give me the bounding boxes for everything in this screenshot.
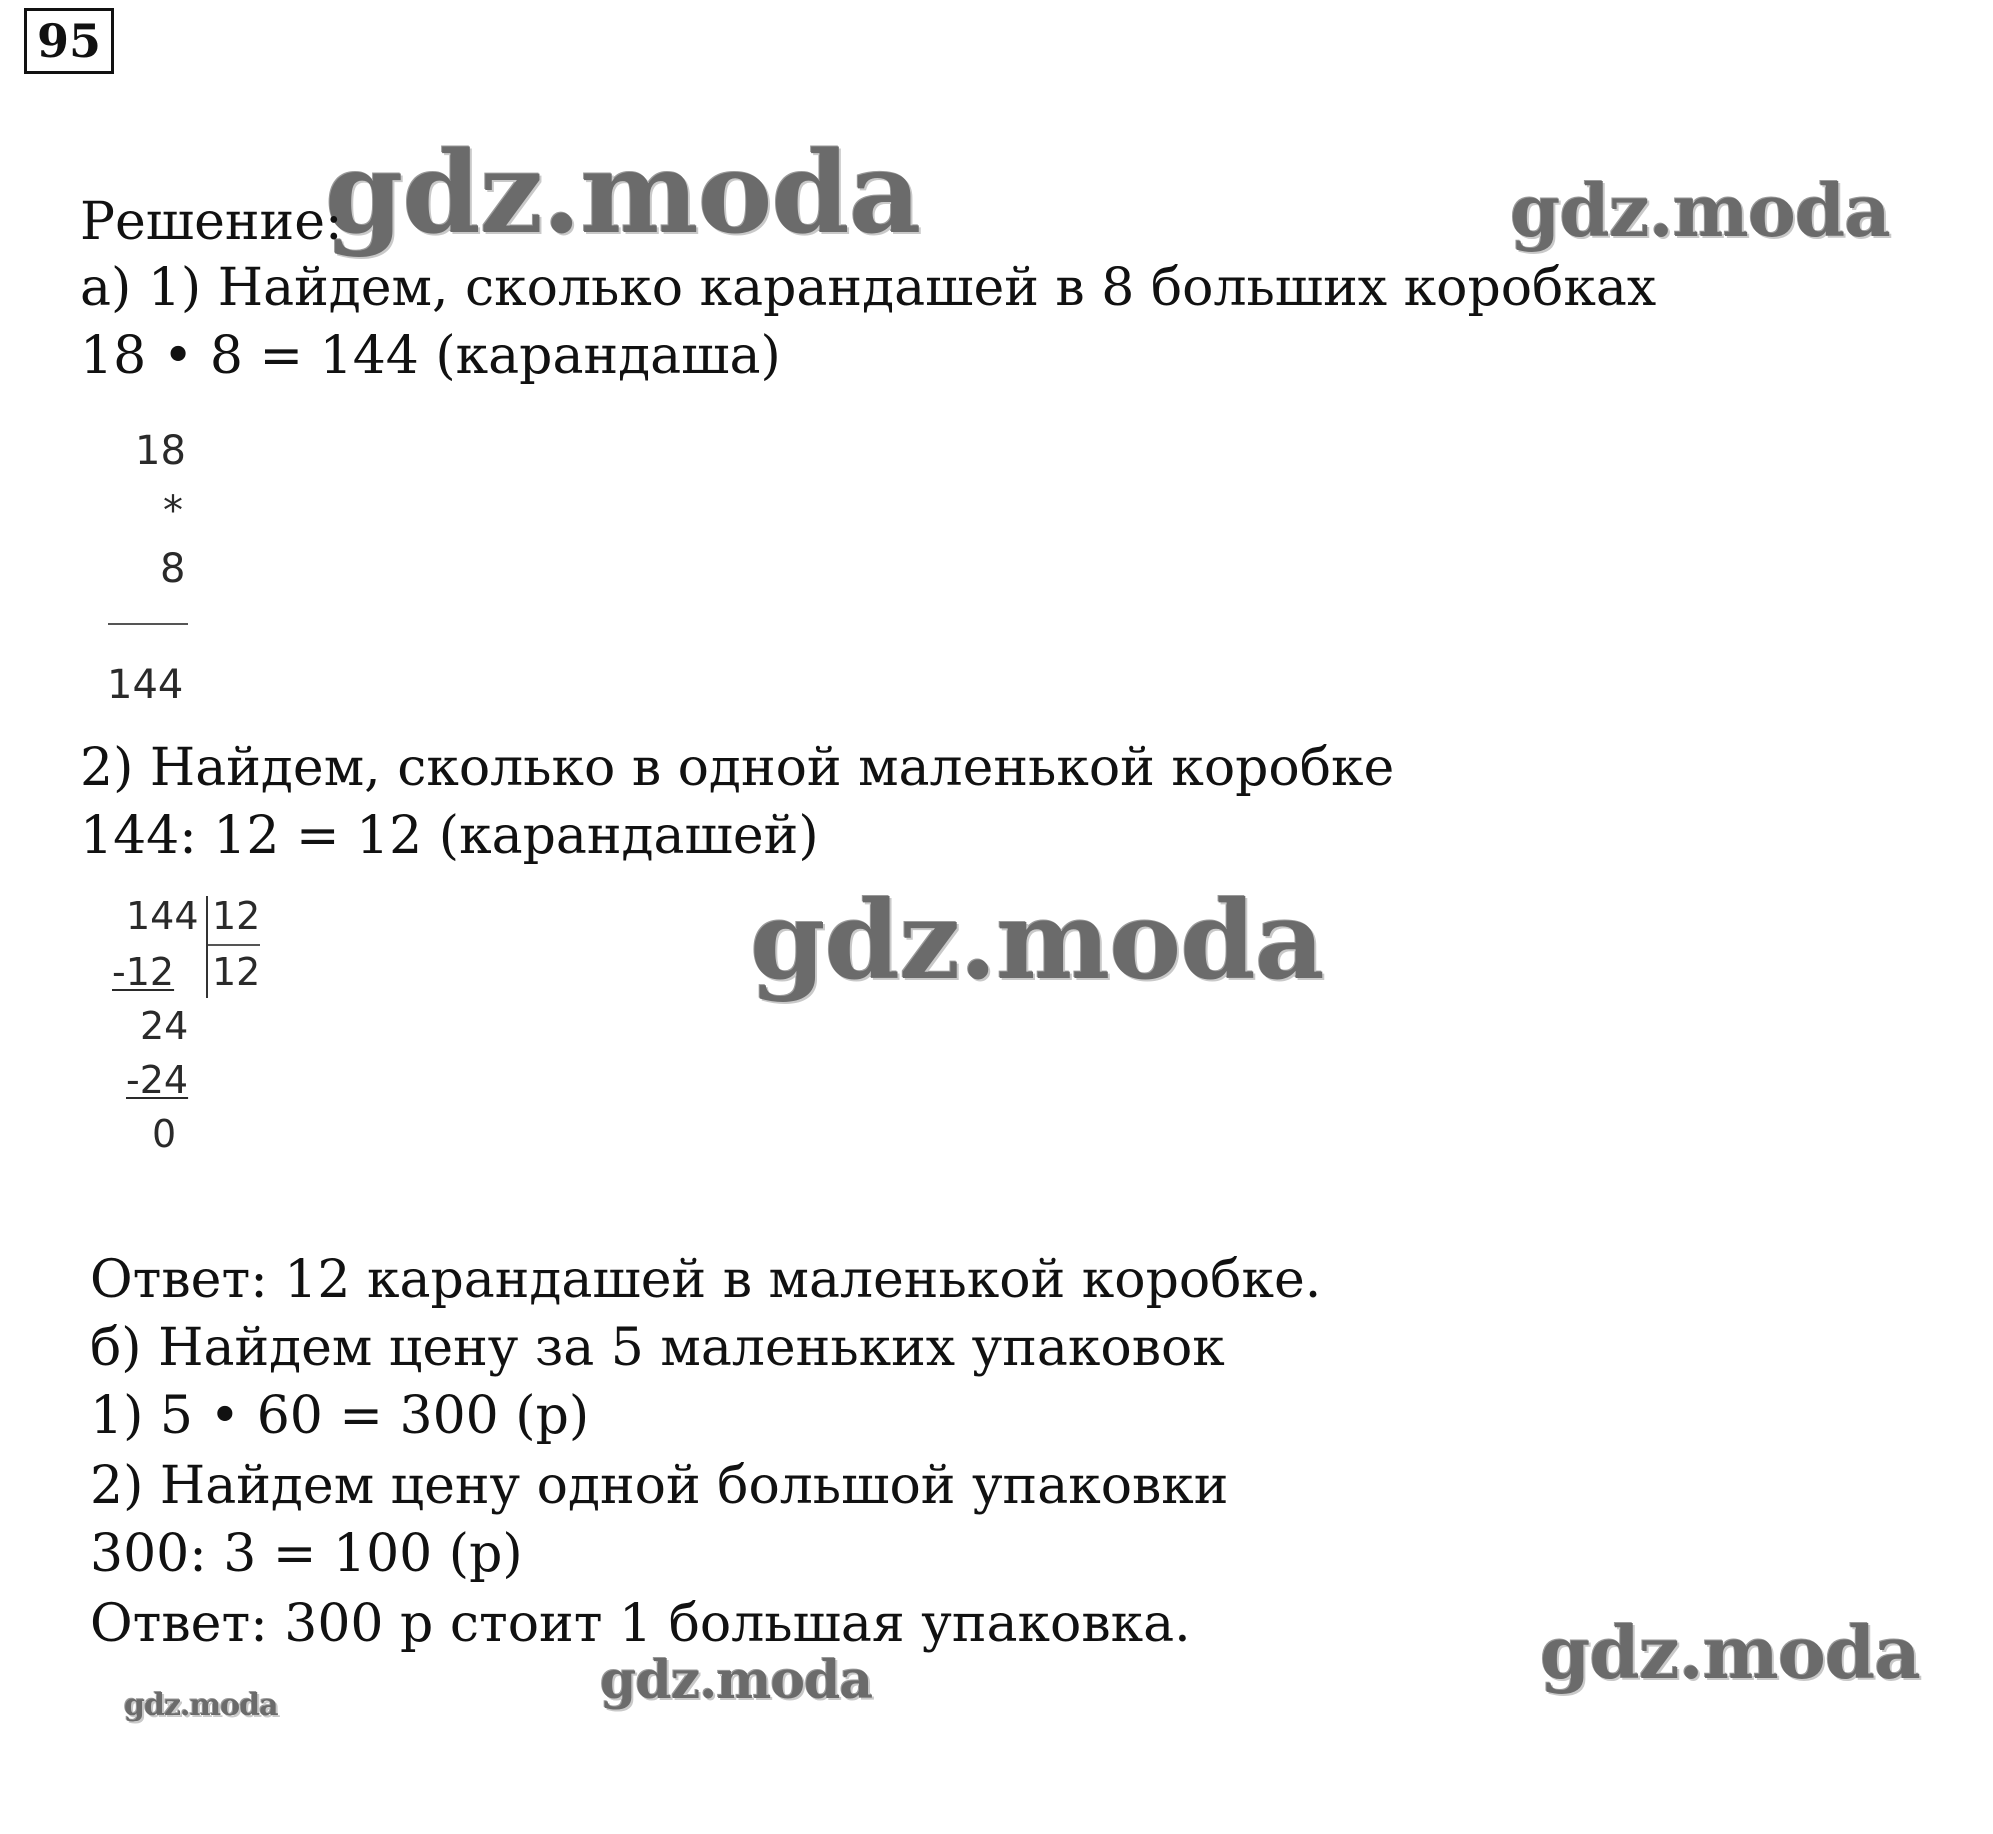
solution-heading: Решение: [80, 192, 343, 252]
division-remainder-1: 24 [140, 1004, 189, 1048]
part-a-answer: Ответ: 12 карандашей в маленькой коробке. [90, 1250, 1322, 1310]
division-vertical-line [206, 896, 208, 998]
watermark-logo: gdz.moda [124, 1688, 278, 1723]
mult-operator: * [163, 488, 183, 534]
division-divisor: 12 [212, 894, 261, 938]
watermark-logo: gdz.moda [325, 128, 921, 259]
part-a-step1-title: а) 1) Найдем, сколько карандашей в 8 больших коробках [80, 258, 1657, 318]
part-b-step2-title: 2) Найдем цену одной большой упаковки [90, 1456, 1229, 1516]
part-b-title: б) Найдем цену за 5 маленьких упаковок [90, 1318, 1225, 1378]
part-a-step2-title: 2) Найдем, сколько в одной маленькой коробке [80, 738, 1395, 798]
part-b-step1: 1) 5 • 60 = 300 (р) [90, 1386, 590, 1446]
division-subtract-2: -24 [126, 1058, 189, 1102]
task-number: 95 [24, 8, 114, 74]
division-horizontal-line [208, 944, 260, 946]
mult-top: 18 [135, 428, 186, 474]
part-b-step2-expression: 300: 3 = 100 (р) [90, 1524, 523, 1584]
watermark-logo: gdz.moda [1510, 168, 1890, 253]
mult-bottom: 8 [160, 546, 186, 592]
division-subtract-1: -12 [112, 950, 175, 994]
division-quotient: 12 [212, 950, 261, 994]
part-a-step1-expression: 18 • 8 = 144 (карандаша) [80, 326, 781, 386]
division-dividend: 144 [126, 894, 199, 938]
watermark-logo: gdz.moda [1540, 1610, 1920, 1695]
mult-divider-line [108, 623, 188, 625]
watermark-logo: gdz.moda [600, 1650, 873, 1711]
division-remainder-2: 0 [152, 1112, 177, 1156]
watermark-logo: gdz.moda [750, 878, 1324, 1004]
mult-result: 144 [107, 662, 184, 708]
part-a-step2-expression: 144: 12 = 12 (карандашей) [80, 806, 819, 866]
part-b-answer: Ответ: 300 р стоит 1 большая упаковка. [90, 1594, 1191, 1654]
